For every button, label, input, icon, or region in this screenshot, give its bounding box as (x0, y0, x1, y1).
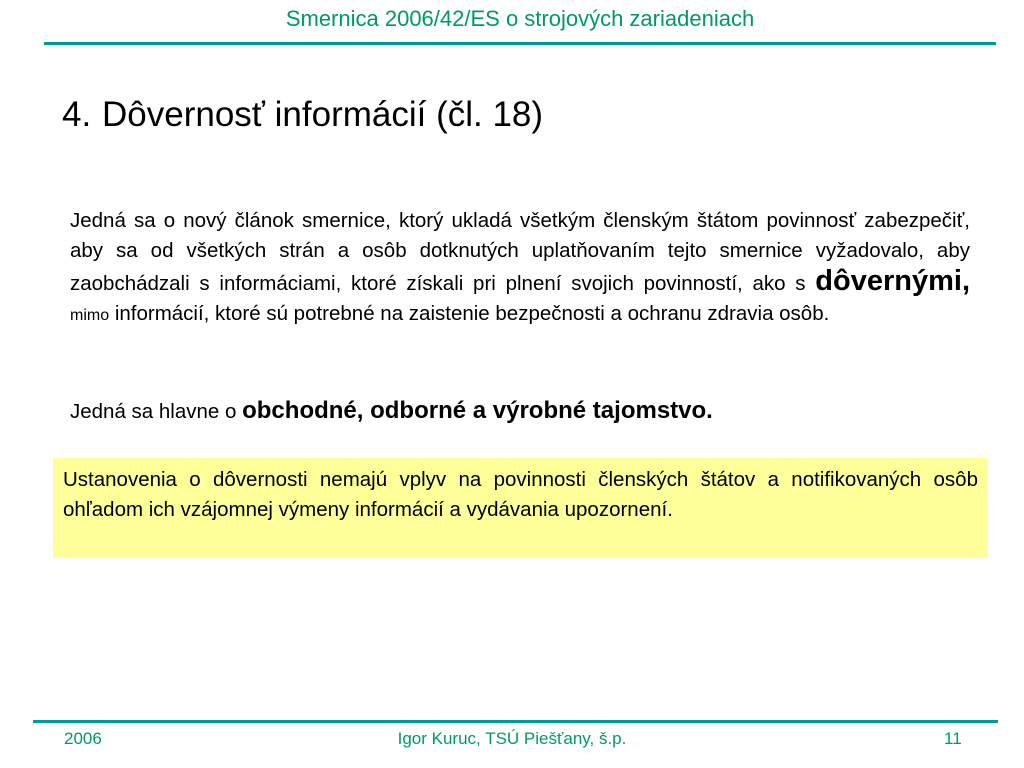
paragraph-text-before: Jedná sa o nový článok smernice, ktorý ukladá všetkým členským štátom povinnosť zabezpečiť, aby sa od všetkých strán a osôb dotknutých uplatňovaním tejto smernice vyžadovalo, aby zaobchádzali s informáciami, ktoré získali pri plnení svojich povinností, ako s (70, 209, 970, 295)
section-number: 4. (62, 95, 92, 134)
page-number: 11 (944, 729, 962, 748)
slide-title (62, 95, 543, 135)
paragraph-small-text: mimo (70, 307, 110, 324)
footer-year: 2006 (64, 729, 102, 748)
header-divider (44, 42, 996, 45)
footer-divider (33, 720, 998, 723)
paragraph-emphasis: dôvernými, (815, 265, 970, 297)
subtext-emphasis: obchodné, odborné a výrobné tajomstvo. (242, 397, 713, 424)
section-title: Dôvernosť informácií (čl. 18) (102, 95, 544, 134)
note-box: Ustanovenia o dôvernosti nemajú vplyv na povinnosti členských štátov a notifikovaných osôb ohľadom ich vzájomnej výmeny informácií a vydávania upozornení. (53, 458, 988, 558)
paragraph-text-after: informácií, ktoré sú potrebné na zaistenie bezpečnosti a ochranu zdravia osôb. (114, 302, 830, 325)
footer-author: Igor Kuruc, TSÚ Piešťany, š.p. (397, 729, 627, 748)
presentation-title: Smernica 2006/42/ES o strojových zariadeniach (285, 6, 755, 31)
subtext-line (70, 397, 713, 425)
main-paragraph (70, 206, 970, 331)
subtext-lead: Jedná sa hlavne o (70, 400, 243, 423)
